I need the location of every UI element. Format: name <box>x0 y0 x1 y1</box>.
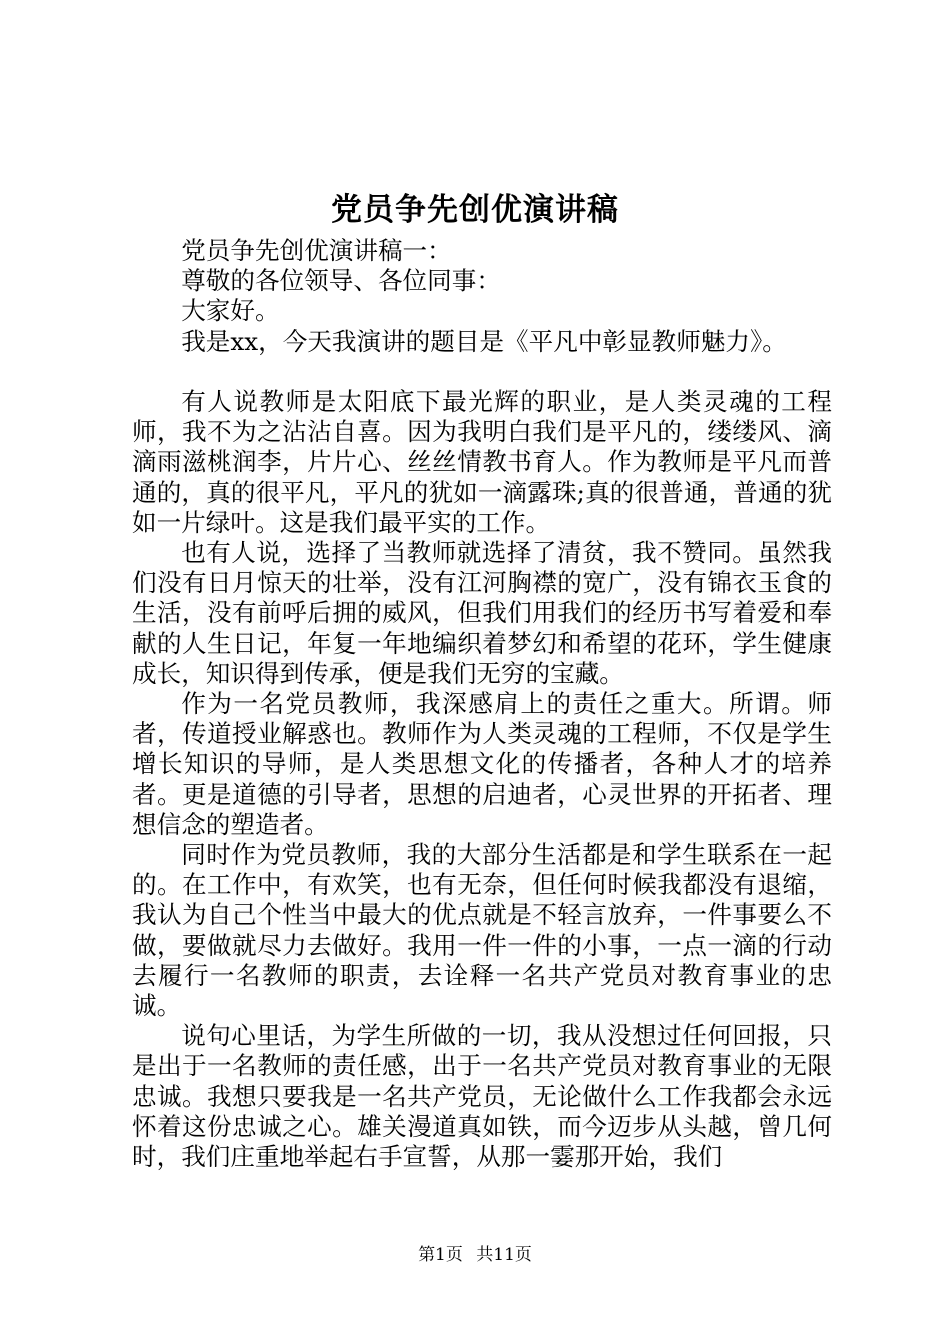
paragraph: 尊敬的各位领导、各位同事： <box>181 266 501 296</box>
blank-line <box>132 357 832 387</box>
paragraph: 我是xx，今天我演讲的题目是《平凡中彰显教师魅力》。 <box>181 326 787 356</box>
page-number: 第1页 <box>418 1245 463 1265</box>
paragraph: 党员争先创优演讲稿一： <box>181 236 452 265</box>
paragraph: 说句心里话，为学生所做的一切，我从没想过任何回报，只是出于一名教师的责任感，出于一名共产党员对教育事业的无限忠诚。我想只要我是一名共产党员，无论做什么工作我都会永远怀着这份忠诚之心。雄关漫道真如铁，而今迈步从头越，曾几何时，我们庄重地举起右手宣誓，从那一霎那开始，我们 <box>132 1021 832 1172</box>
paragraph: 也有人说，选择了当教师就选择了清贫，我不赞同。虽然我们没有日月惊天的壮举，没有江河胸襟的宽广，没有锦衣玉食的生活，没有前呼后拥的威风，但我们用我们的经历书写着爱和奉献的人生日记，年复一年地编织着梦幻和希望的花环，学生健康成长，知识得到传承，便是我们无穷的宝藏。 <box>132 538 832 688</box>
paragraph: 作为一名党员教师，我深感肩上的责任之重大。所谓。师者，传道授业解惑也。教师作为人类灵魂的工程师，不仅是学生增长知识的导师，是人类思想文化的传播者，各种人才的培养者。更是道德的引导者，思想的启迪者，心灵世界的开拓者、理想信念的塑造者。 <box>132 689 832 839</box>
page-title: 党员争先创优演讲稿 <box>331 192 619 228</box>
page-footer <box>0 1244 950 1266</box>
paragraph: 有人说教师是太阳底下最光辉的职业，是人类灵魂的工程师，我不为之沾沾自喜。因为我明白我们是平凡的，缕缕风、滴滴雨滋桃润李，片片心、丝丝情教书育人。作为教师是平凡而普通的，真的很平凡，平凡的犹如一滴露珠;真的很普通，普通的犹如一片绿叶。这是我们最平实的工作。 <box>132 387 832 537</box>
paragraph: 同时作为党员教师，我的大部分生活都是和学生联系在一起的。在工作中，有欢笑，也有无奈，但任何时候我都没有退缩，我认为自己个性当中最大的优点就是不轻言放弃，一件事要么不做，要做就尽力去做好。我用一件一件的小事，一点一滴的行动去履行一名教师的职责，去诠释一名共产党员对教育事业的忠诚。 <box>132 840 832 1021</box>
paragraph: 大家好。 <box>181 296 280 326</box>
document-body <box>132 236 832 1172</box>
page-total: 共11页 <box>476 1245 532 1265</box>
